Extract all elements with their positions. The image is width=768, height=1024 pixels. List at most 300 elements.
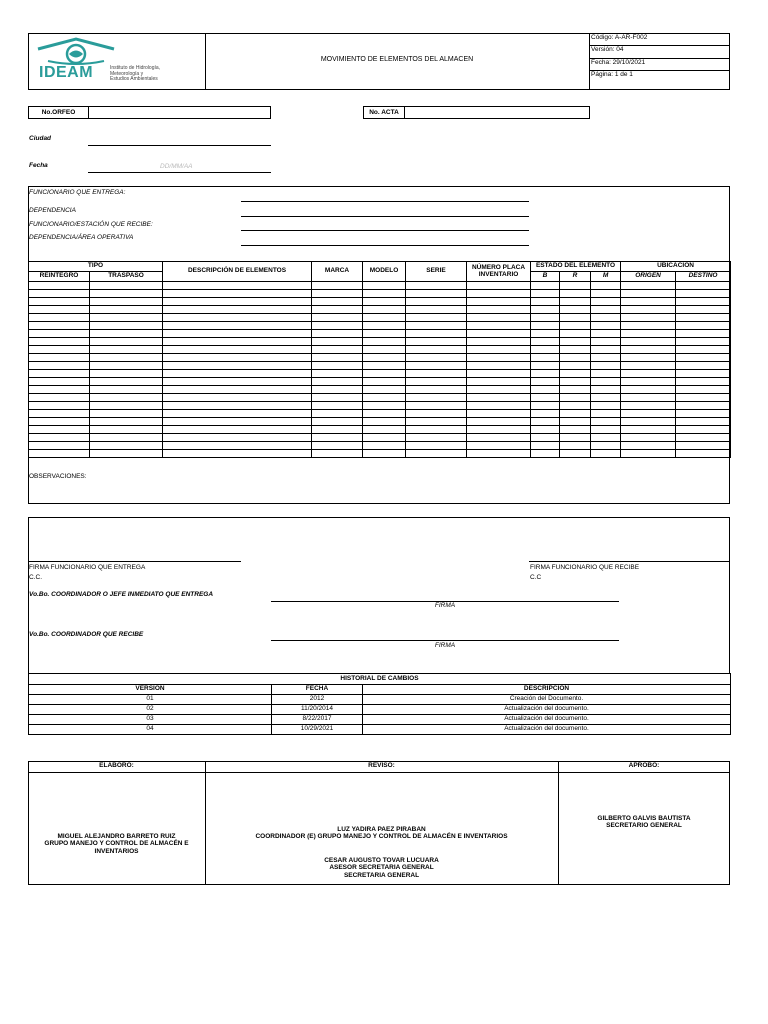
table-cell[interactable] <box>560 402 591 410</box>
table-cell[interactable] <box>312 346 363 354</box>
table-row[interactable] <box>29 362 731 370</box>
table-cell[interactable] <box>676 298 731 306</box>
table-cell[interactable] <box>467 298 531 306</box>
table-cell[interactable] <box>531 450 560 458</box>
table-cell[interactable] <box>560 362 591 370</box>
table-cell[interactable] <box>560 282 591 290</box>
table-cell[interactable] <box>363 322 406 330</box>
vobo-recibe-line[interactable] <box>271 640 619 641</box>
table-cell[interactable] <box>312 418 363 426</box>
firma-recibe-line[interactable] <box>529 561 730 562</box>
table-row[interactable] <box>29 330 731 338</box>
table-cell[interactable] <box>363 306 406 314</box>
table-cell[interactable] <box>363 314 406 322</box>
table-cell[interactable] <box>467 338 531 346</box>
table-cell[interactable] <box>312 282 363 290</box>
table-cell[interactable] <box>29 290 90 298</box>
table-cell[interactable] <box>676 426 731 434</box>
table-cell[interactable] <box>312 306 363 314</box>
observaciones-input[interactable] <box>29 482 729 503</box>
table-cell[interactable] <box>591 338 621 346</box>
table-cell[interactable] <box>312 290 363 298</box>
table-cell[interactable] <box>406 442 467 450</box>
table-cell[interactable] <box>560 450 591 458</box>
table-cell[interactable] <box>560 418 591 426</box>
table-cell[interactable] <box>467 450 531 458</box>
table-cell[interactable] <box>531 402 560 410</box>
table-cell[interactable] <box>163 354 312 362</box>
table-cell[interactable] <box>363 402 406 410</box>
table-cell[interactable] <box>467 386 531 394</box>
table-cell[interactable] <box>29 362 90 370</box>
table-cell[interactable] <box>621 282 676 290</box>
table-cell[interactable] <box>406 298 467 306</box>
table-row[interactable] <box>29 314 731 322</box>
table-cell[interactable] <box>467 394 531 402</box>
table-cell[interactable] <box>29 338 90 346</box>
table-cell[interactable] <box>363 434 406 442</box>
table-cell[interactable] <box>621 402 676 410</box>
table-row[interactable] <box>29 354 731 362</box>
table-cell[interactable] <box>467 418 531 426</box>
table-cell[interactable] <box>676 362 731 370</box>
table-cell[interactable] <box>676 434 731 442</box>
table-cell[interactable] <box>591 354 621 362</box>
table-cell[interactable] <box>531 346 560 354</box>
table-cell[interactable] <box>406 370 467 378</box>
table-cell[interactable] <box>591 282 621 290</box>
table-row[interactable] <box>29 386 731 394</box>
table-cell[interactable] <box>163 330 312 338</box>
table-cell[interactable] <box>406 434 467 442</box>
table-cell[interactable] <box>467 330 531 338</box>
table-cell[interactable] <box>531 434 560 442</box>
table-cell[interactable] <box>591 362 621 370</box>
table-cell[interactable] <box>467 426 531 434</box>
table-cell[interactable] <box>90 370 163 378</box>
table-cell[interactable] <box>676 338 731 346</box>
table-cell[interactable] <box>90 402 163 410</box>
table-cell[interactable] <box>363 290 406 298</box>
table-cell[interactable] <box>676 330 731 338</box>
table-cell[interactable] <box>312 378 363 386</box>
table-cell[interactable] <box>591 442 621 450</box>
table-cell[interactable] <box>560 330 591 338</box>
table-cell[interactable] <box>29 314 90 322</box>
table-row[interactable] <box>29 370 731 378</box>
table-cell[interactable] <box>406 426 467 434</box>
table-cell[interactable] <box>621 290 676 298</box>
table-cell[interactable] <box>29 442 90 450</box>
fecha-input[interactable] <box>88 172 271 173</box>
table-cell[interactable] <box>406 282 467 290</box>
table-cell[interactable] <box>29 282 90 290</box>
table-cell[interactable] <box>29 402 90 410</box>
table-cell[interactable] <box>406 402 467 410</box>
table-cell[interactable] <box>163 402 312 410</box>
table-row[interactable] <box>29 282 731 290</box>
table-cell[interactable] <box>163 418 312 426</box>
table-cell[interactable] <box>591 290 621 298</box>
table-cell[interactable] <box>591 330 621 338</box>
table-cell[interactable] <box>90 322 163 330</box>
table-cell[interactable] <box>406 322 467 330</box>
table-cell[interactable] <box>406 330 467 338</box>
funcionario-entrega-input[interactable] <box>241 201 529 202</box>
table-cell[interactable] <box>676 370 731 378</box>
table-cell[interactable] <box>90 282 163 290</box>
table-cell[interactable] <box>312 394 363 402</box>
table-cell[interactable] <box>29 306 90 314</box>
table-cell[interactable] <box>531 306 560 314</box>
table-cell[interactable] <box>406 314 467 322</box>
table-cell[interactable] <box>467 322 531 330</box>
table-cell[interactable] <box>531 298 560 306</box>
table-cell[interactable] <box>467 314 531 322</box>
table-cell[interactable] <box>29 410 90 418</box>
table-cell[interactable] <box>363 394 406 402</box>
table-cell[interactable] <box>90 298 163 306</box>
table-cell[interactable] <box>560 442 591 450</box>
table-row[interactable] <box>29 322 731 330</box>
table-cell[interactable] <box>406 362 467 370</box>
funcionario-recibe-input[interactable] <box>241 230 529 231</box>
table-cell[interactable] <box>591 402 621 410</box>
table-cell[interactable] <box>312 298 363 306</box>
table-cell[interactable] <box>560 322 591 330</box>
table-cell[interactable] <box>312 314 363 322</box>
table-cell[interactable] <box>29 434 90 442</box>
table-cell[interactable] <box>163 450 312 458</box>
table-cell[interactable] <box>560 290 591 298</box>
table-cell[interactable] <box>560 410 591 418</box>
table-cell[interactable] <box>363 298 406 306</box>
table-cell[interactable] <box>29 346 90 354</box>
acta-input[interactable] <box>404 106 590 119</box>
table-cell[interactable] <box>163 322 312 330</box>
table-row[interactable] <box>29 346 731 354</box>
table-cell[interactable] <box>676 290 731 298</box>
table-cell[interactable] <box>531 338 560 346</box>
table-cell[interactable] <box>560 338 591 346</box>
table-cell[interactable] <box>90 418 163 426</box>
table-cell[interactable] <box>467 410 531 418</box>
table-cell[interactable] <box>591 306 621 314</box>
table-cell[interactable] <box>163 314 312 322</box>
table-cell[interactable] <box>531 370 560 378</box>
table-cell[interactable] <box>676 402 731 410</box>
table-cell[interactable] <box>560 378 591 386</box>
table-cell[interactable] <box>90 354 163 362</box>
table-cell[interactable] <box>621 338 676 346</box>
table-cell[interactable] <box>29 450 90 458</box>
table-cell[interactable] <box>591 370 621 378</box>
table-cell[interactable] <box>163 338 312 346</box>
table-cell[interactable] <box>29 370 90 378</box>
table-cell[interactable] <box>363 354 406 362</box>
table-cell[interactable] <box>90 330 163 338</box>
table-cell[interactable] <box>90 346 163 354</box>
table-cell[interactable] <box>560 354 591 362</box>
table-row[interactable] <box>29 338 731 346</box>
table-cell[interactable] <box>312 410 363 418</box>
table-cell[interactable] <box>591 322 621 330</box>
table-cell[interactable] <box>29 354 90 362</box>
table-cell[interactable] <box>560 346 591 354</box>
table-cell[interactable] <box>560 394 591 402</box>
table-cell[interactable] <box>163 362 312 370</box>
table-cell[interactable] <box>363 282 406 290</box>
table-cell[interactable] <box>676 450 731 458</box>
table-cell[interactable] <box>363 410 406 418</box>
table-cell[interactable] <box>560 426 591 434</box>
table-cell[interactable] <box>676 394 731 402</box>
table-cell[interactable] <box>90 442 163 450</box>
table-cell[interactable] <box>467 290 531 298</box>
vobo-entrega-firma: FIRMA <box>434 602 456 609</box>
table-cell[interactable] <box>621 298 676 306</box>
table-cell[interactable] <box>163 442 312 450</box>
table-cell[interactable] <box>312 442 363 450</box>
table-cell[interactable] <box>312 330 363 338</box>
table-cell[interactable] <box>591 378 621 386</box>
table-cell[interactable] <box>29 298 90 306</box>
table-cell[interactable] <box>29 394 90 402</box>
table-cell[interactable] <box>406 306 467 314</box>
table-cell[interactable] <box>90 394 163 402</box>
table-cell[interactable] <box>363 450 406 458</box>
table-cell[interactable] <box>676 346 731 354</box>
ideam-logo <box>36 37 201 87</box>
table-cell[interactable] <box>312 386 363 394</box>
table-cell[interactable] <box>163 410 312 418</box>
table-cell[interactable] <box>406 386 467 394</box>
table-cell[interactable] <box>560 314 591 322</box>
firma-entrega-line[interactable] <box>28 561 241 562</box>
table-cell[interactable] <box>676 322 731 330</box>
table-cell[interactable] <box>90 426 163 434</box>
table-cell[interactable] <box>591 426 621 434</box>
table-cell[interactable] <box>591 394 621 402</box>
table-cell[interactable] <box>676 410 731 418</box>
table-cell[interactable] <box>163 346 312 354</box>
table-cell[interactable] <box>531 418 560 426</box>
table-cell[interactable] <box>406 410 467 418</box>
table-cell[interactable] <box>363 362 406 370</box>
table-cell[interactable] <box>467 434 531 442</box>
table-cell[interactable] <box>531 322 560 330</box>
table-row[interactable] <box>29 290 731 298</box>
table-cell[interactable] <box>312 402 363 410</box>
table-cell[interactable] <box>621 386 676 394</box>
table-cell[interactable] <box>467 402 531 410</box>
table-cell[interactable] <box>406 450 467 458</box>
table-row[interactable] <box>29 426 731 434</box>
table-row[interactable] <box>29 306 731 314</box>
table-cell[interactable] <box>676 378 731 386</box>
table-cell[interactable] <box>676 354 731 362</box>
table-cell[interactable] <box>90 306 163 314</box>
table-cell[interactable] <box>621 378 676 386</box>
table-cell[interactable] <box>312 338 363 346</box>
table-cell[interactable] <box>591 346 621 354</box>
table-cell[interactable] <box>312 354 363 362</box>
table-cell[interactable] <box>621 434 676 442</box>
table-cell[interactable] <box>90 410 163 418</box>
table-row[interactable] <box>29 450 731 458</box>
table-cell[interactable] <box>621 354 676 362</box>
table-cell[interactable] <box>531 314 560 322</box>
table-cell[interactable] <box>591 418 621 426</box>
table-cell[interactable] <box>406 394 467 402</box>
table-cell[interactable] <box>363 330 406 338</box>
table-cell[interactable] <box>621 346 676 354</box>
table-cell[interactable] <box>531 330 560 338</box>
table-cell[interactable] <box>621 410 676 418</box>
table-cell[interactable] <box>312 322 363 330</box>
table-cell[interactable] <box>406 418 467 426</box>
table-cell[interactable] <box>363 426 406 434</box>
table-cell[interactable] <box>531 354 560 362</box>
table-cell[interactable] <box>90 362 163 370</box>
table-cell[interactable] <box>312 450 363 458</box>
table-cell[interactable] <box>676 282 731 290</box>
table-cell[interactable] <box>531 386 560 394</box>
table-cell[interactable] <box>621 426 676 434</box>
table-cell[interactable] <box>531 282 560 290</box>
table-row[interactable] <box>29 378 731 386</box>
table-cell[interactable] <box>531 410 560 418</box>
table-cell[interactable] <box>591 314 621 322</box>
table-cell[interactable] <box>163 426 312 434</box>
table-cell[interactable] <box>621 370 676 378</box>
table-cell[interactable] <box>676 442 731 450</box>
table-cell[interactable] <box>560 434 591 442</box>
table-cell[interactable] <box>29 426 90 434</box>
table-cell[interactable] <box>621 330 676 338</box>
table-row[interactable] <box>29 418 731 426</box>
table-cell[interactable] <box>90 290 163 298</box>
ciudad-input[interactable] <box>88 145 271 146</box>
table-cell[interactable] <box>560 386 591 394</box>
table-cell[interactable] <box>90 434 163 442</box>
table-cell[interactable] <box>467 306 531 314</box>
table-cell[interactable] <box>29 378 90 386</box>
table-cell[interactable] <box>467 282 531 290</box>
table-cell[interactable] <box>467 442 531 450</box>
table-cell[interactable] <box>621 418 676 426</box>
table-cell[interactable] <box>531 290 560 298</box>
table-cell[interactable] <box>90 314 163 322</box>
table-cell[interactable] <box>621 442 676 450</box>
table-cell[interactable] <box>676 386 731 394</box>
table-cell[interactable] <box>591 386 621 394</box>
table-cell[interactable] <box>163 290 312 298</box>
dependencia-input[interactable] <box>241 216 529 217</box>
table-row[interactable] <box>29 394 731 402</box>
table-cell[interactable] <box>90 378 163 386</box>
table-cell[interactable] <box>163 306 312 314</box>
table-cell[interactable] <box>363 378 406 386</box>
table-row[interactable] <box>29 298 731 306</box>
table-cell[interactable] <box>163 386 312 394</box>
table-cell[interactable] <box>591 410 621 418</box>
table-cell[interactable] <box>29 418 90 426</box>
table-cell[interactable] <box>467 370 531 378</box>
table-cell[interactable] <box>29 322 90 330</box>
table-cell[interactable] <box>560 298 591 306</box>
table-cell[interactable] <box>467 346 531 354</box>
table-cell[interactable] <box>406 338 467 346</box>
table-cell[interactable] <box>363 418 406 426</box>
area-input[interactable] <box>241 245 529 246</box>
table-cell[interactable] <box>676 306 731 314</box>
table-cell[interactable] <box>163 434 312 442</box>
table-cell[interactable] <box>467 362 531 370</box>
table-cell[interactable] <box>312 362 363 370</box>
table-cell[interactable] <box>312 370 363 378</box>
table-cell[interactable] <box>531 362 560 370</box>
table-cell[interactable] <box>467 378 531 386</box>
table-cell[interactable] <box>621 314 676 322</box>
table-cell[interactable] <box>406 290 467 298</box>
table-cell[interactable] <box>676 314 731 322</box>
table-cell[interactable] <box>406 346 467 354</box>
table-cell[interactable] <box>621 322 676 330</box>
table-cell[interactable] <box>531 378 560 386</box>
table-row[interactable] <box>29 434 731 442</box>
table-cell[interactable] <box>363 346 406 354</box>
table-cell[interactable] <box>90 386 163 394</box>
table-cell[interactable] <box>560 306 591 314</box>
table-row[interactable] <box>29 442 731 450</box>
table-row[interactable] <box>29 402 731 410</box>
table-cell[interactable] <box>312 426 363 434</box>
table-cell[interactable] <box>163 298 312 306</box>
table-cell[interactable] <box>621 362 676 370</box>
table-cell[interactable] <box>363 370 406 378</box>
table-cell[interactable] <box>531 442 560 450</box>
table-cell[interactable] <box>312 434 363 442</box>
table-row[interactable] <box>29 410 731 418</box>
table-cell[interactable] <box>406 354 467 362</box>
table-cell[interactable] <box>29 386 90 394</box>
table-cell[interactable] <box>621 450 676 458</box>
table-cell[interactable] <box>621 394 676 402</box>
table-cell[interactable] <box>163 370 312 378</box>
table-cell[interactable] <box>163 378 312 386</box>
table-cell[interactable] <box>591 450 621 458</box>
table-cell[interactable] <box>621 306 676 314</box>
table-cell[interactable] <box>363 386 406 394</box>
table-cell[interactable] <box>531 426 560 434</box>
table-cell[interactable] <box>29 330 90 338</box>
table-cell[interactable] <box>591 298 621 306</box>
table-cell[interactable] <box>591 434 621 442</box>
table-cell[interactable] <box>467 354 531 362</box>
table-cell[interactable] <box>406 378 467 386</box>
table-cell[interactable] <box>560 370 591 378</box>
table-cell[interactable] <box>363 338 406 346</box>
table-cell[interactable] <box>163 394 312 402</box>
table-cell[interactable] <box>531 394 560 402</box>
table-cell[interactable] <box>90 450 163 458</box>
orfeo-input[interactable] <box>88 106 271 119</box>
table-cell[interactable] <box>90 338 163 346</box>
table-cell[interactable] <box>676 418 731 426</box>
table-cell[interactable] <box>363 442 406 450</box>
table-cell[interactable] <box>163 282 312 290</box>
